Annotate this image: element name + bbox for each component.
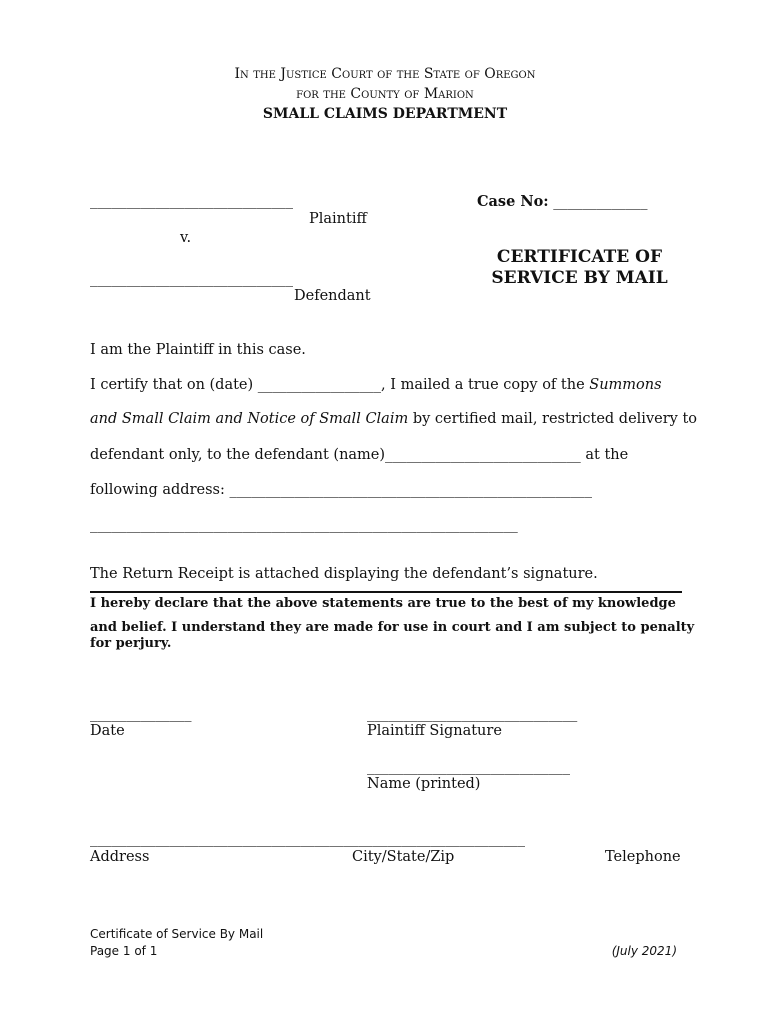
- footer-page-number: Page 1 of 1: [90, 944, 158, 958]
- defendant-label: Defendant: [294, 288, 371, 304]
- telephone-label: Telephone: [605, 849, 681, 865]
- footer-form-name: Certificate of Service By Mail: [90, 927, 264, 941]
- date-blank: ______________: [90, 706, 192, 722]
- plaintiff-blank: ____________________________: [90, 193, 293, 209]
- section-divider: [90, 591, 682, 593]
- declaration-line3: for perjury.: [90, 636, 172, 651]
- versus-label: v.: [180, 230, 192, 246]
- address-label: Address: [90, 849, 150, 865]
- printed-name-label: Name (printed): [367, 776, 481, 792]
- document-title-line2: SERVICE BY MAIL: [491, 268, 668, 288]
- city-state-zip-label: City/State/Zip: [352, 849, 455, 865]
- declaration-line1: I hereby declare that the above statements are true to the best of my knowledge: [90, 596, 676, 611]
- date-label: Date: [90, 723, 125, 739]
- department-line: SMALL CLAIMS DEPARTMENT: [262, 106, 508, 122]
- case-number-blank: _____________: [553, 194, 648, 210]
- body-paragraph-4: defendant only, to the defendant (name)___________________________ at the: [90, 447, 629, 463]
- plaintiff-label: Plaintiff: [309, 211, 367, 227]
- plaintiff-signature-blank: _____________________________: [367, 706, 578, 722]
- printed-name-blank: ____________________________: [367, 759, 570, 775]
- body-paragraph-6: ___________________________________________________________: [90, 517, 518, 533]
- body-paragraph-2: I certify that on (date) _________________, I mailed a true copy of the Summons: [90, 377, 662, 393]
- case-number-field: [477, 193, 648, 210]
- return-receipt-statement: The Return Receipt is attached displaying the defendant’s signature.: [90, 566, 598, 582]
- body-paragraph-5: following address: __________________________________________________: [90, 482, 592, 498]
- defendant-blank: ____________________________: [90, 271, 293, 287]
- body-paragraph-3: and Small Claim and Notice of Small Claim by certified mail, restricted delivery to: [90, 411, 698, 427]
- footer-revision-date: (July 2021): [611, 944, 677, 958]
- document-title-line1: CERTIFICATE OF: [496, 247, 663, 267]
- plaintiff-signature-label: Plaintiff Signature: [367, 723, 502, 739]
- declaration-line2: and belief. I understand they are made for use in court and I am subject to penalty: [90, 620, 695, 635]
- body-paragraph-1: I am the Plaintiff in this case.: [90, 342, 306, 358]
- case-number-label: Case No:: [477, 193, 549, 210]
- county-line: for the County of Marion: [296, 86, 474, 102]
- court-name-line: In the Justice Court of the State of Oregon: [234, 66, 536, 82]
- address-blank: ____________________________________________________________: [90, 831, 525, 847]
